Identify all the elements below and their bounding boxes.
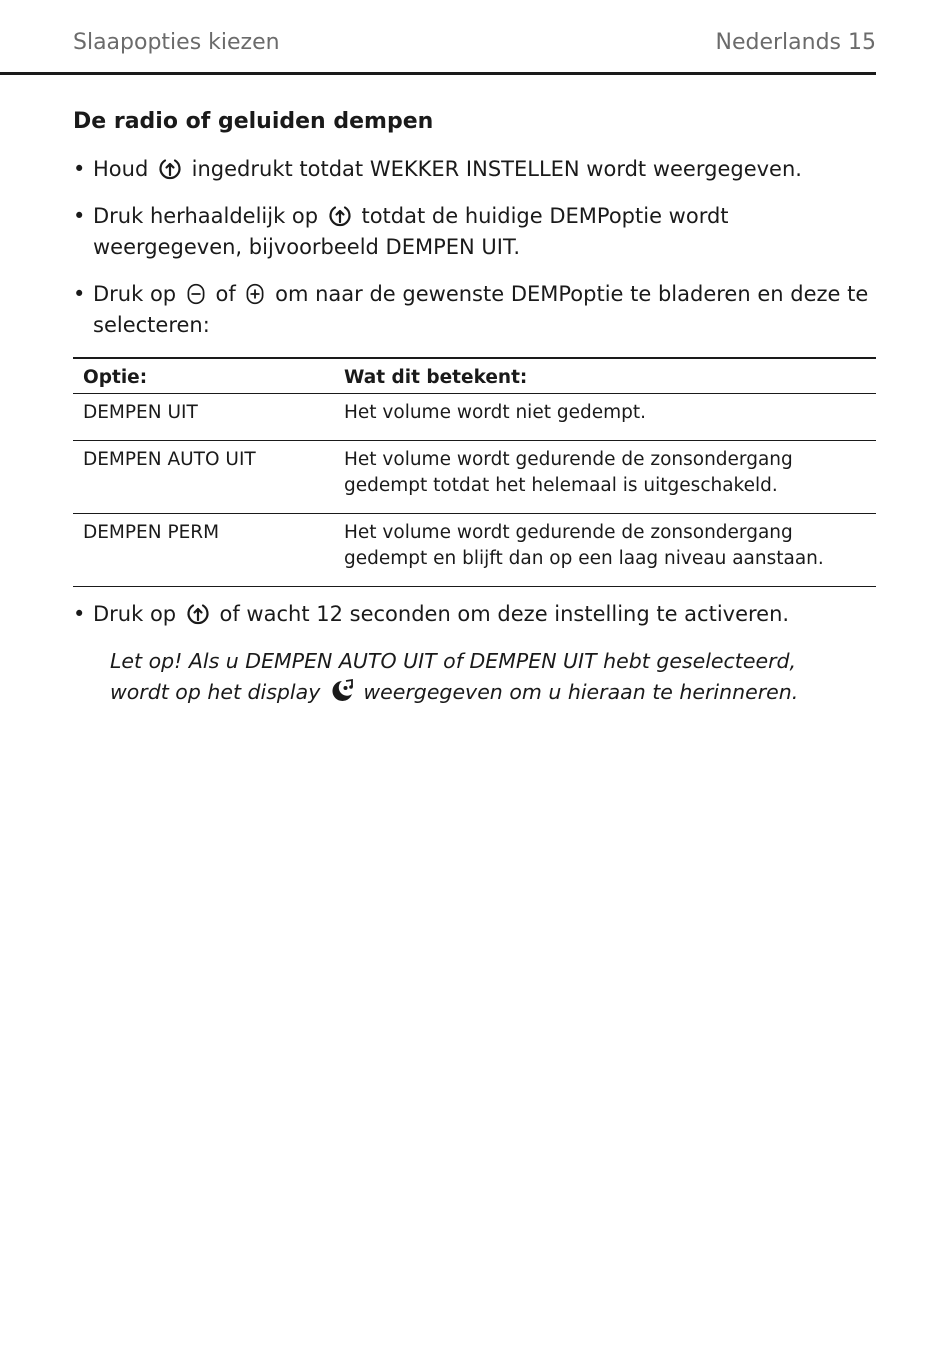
- step-item: [73, 154, 876, 185]
- steps-list: [73, 154, 876, 341]
- section-title: Slaapopties kiezen: [73, 30, 280, 55]
- step-text: of: [215, 282, 236, 306]
- page-header: [73, 30, 876, 64]
- step-item: [73, 201, 876, 263]
- meaning-cell: Het volume wordt gedurende de zonsondergang gedempt totdat het helemaal is uitgeschakeld.: [334, 441, 876, 514]
- step-text: of wacht 12 seconden om deze instelling te activeren.: [219, 602, 790, 626]
- table-row: [73, 441, 876, 514]
- step-text: totdat de huidige DEMPoptie wordt weergegeven, bijvoorbeeld DEMPEN UIT.: [93, 204, 729, 259]
- minus-circle-icon: [185, 283, 207, 305]
- step-item: [73, 279, 876, 341]
- column-header-meaning: Wat dit betekent:: [334, 358, 876, 394]
- page-content: [73, 106, 876, 708]
- note-text: Let op! Als u DEMPEN AUTO UIT of DEMPEN UIT hebt geselecteerd, wordt op het display: [110, 649, 797, 704]
- step-item: [73, 599, 876, 630]
- table-row: [73, 394, 876, 441]
- final-steps-list: [73, 599, 876, 630]
- step-text: Druk op: [93, 602, 177, 626]
- header-divider: [0, 72, 876, 75]
- snooze-power-icon: [327, 202, 353, 228]
- note-paragraph: [110, 646, 850, 708]
- plus-circle-icon: [244, 283, 266, 305]
- note-text: weergegeven om u hieraan te herinneren.: [363, 680, 799, 704]
- option-cell: DEMPEN AUTO UIT: [73, 441, 334, 514]
- page-number: Nederlands 15: [715, 30, 876, 55]
- step-text: Druk herhaaldelijk op: [93, 204, 319, 228]
- options-table: [73, 357, 876, 587]
- moon-note-icon: [329, 678, 355, 704]
- step-text: ingedrukt totdat WEKKER INSTELLEN wordt weergegeven.: [191, 157, 802, 181]
- column-header-option: Optie:: [73, 358, 334, 394]
- step-text: om naar de gewenste DEMPoptie te bladeren en deze te selecteren:: [93, 282, 869, 337]
- meaning-cell: Het volume wordt gedurende de zonsondergang gedempt en blijft dan op een laag niveau aanstaan.: [334, 514, 876, 587]
- snooze-power-icon: [185, 600, 211, 626]
- step-text: Druk op: [93, 282, 177, 306]
- table-header-row: [73, 358, 876, 394]
- option-cell: DEMPEN PERM: [73, 514, 334, 587]
- option-cell: DEMPEN UIT: [73, 394, 334, 441]
- step-text: Houd: [93, 157, 149, 181]
- snooze-power-icon: [157, 155, 183, 181]
- table-row: [73, 514, 876, 587]
- section-heading: De radio of geluiden dempen: [73, 109, 434, 134]
- meaning-cell: Het volume wordt niet gedempt.: [334, 394, 876, 441]
